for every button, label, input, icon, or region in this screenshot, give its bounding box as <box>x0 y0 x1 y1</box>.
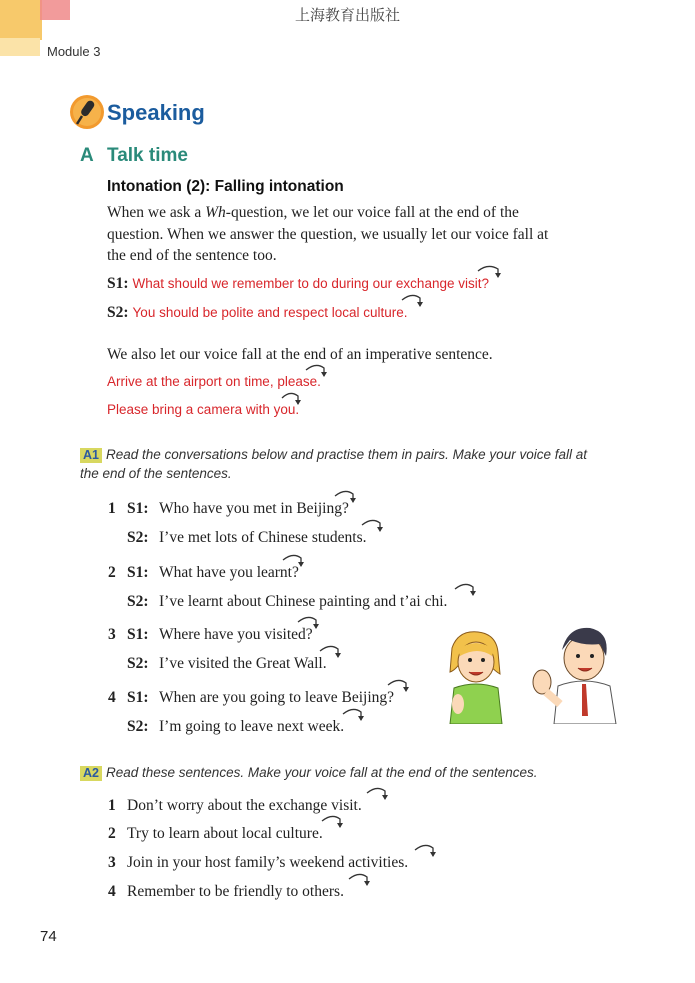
falling-arrow-icon <box>476 263 506 281</box>
a1-item-3-s2 <box>108 655 327 673</box>
a2-item-2 <box>108 825 323 843</box>
speaker-label: S1: <box>127 626 149 643</box>
falling-arrow-icon <box>453 581 483 599</box>
a2-item-number: 1 <box>108 797 116 814</box>
intonation-paragraph-line-3: the end of the sentence too. <box>107 247 277 264</box>
falling-arrow-icon <box>280 390 310 408</box>
example-s2-text: You should be polite and respect local culture. <box>132 305 408 320</box>
a2-item-number: 2 <box>108 825 116 842</box>
falling-arrow-icon <box>360 517 390 535</box>
falling-arrow-icon <box>386 677 416 695</box>
a2-item-text: Remember to be friendly to others. <box>127 883 344 900</box>
falling-arrow-icon <box>413 842 443 860</box>
speaker-label: S2: <box>127 593 149 610</box>
boy-illustration <box>524 620 624 724</box>
falling-arrow-icon <box>318 643 348 661</box>
a1-item-2-s1 <box>108 564 299 582</box>
imperative-paragraph: We also let our voice fall at the end of an imperative sentence. <box>107 346 493 363</box>
falling-arrow-icon <box>281 552 311 570</box>
intonation-heading: Intonation (2): Falling intonation <box>107 178 344 195</box>
section-subtitle: Talk time <box>107 145 188 166</box>
imperative-example-1: Arrive at the airport on time, please. <box>107 374 321 389</box>
a1-item-text: When are you going to leave Beijing? <box>159 689 395 706</box>
a1-item-number: 1 <box>108 500 116 517</box>
falling-arrow-icon <box>320 813 350 831</box>
a2-item-3 <box>108 854 408 872</box>
falling-arrow-icon <box>296 614 326 632</box>
a2-item-4 <box>108 883 344 901</box>
microphone-icon <box>69 94 105 130</box>
a1-item-text: I’ve visited the Great Wall. <box>159 655 327 672</box>
a1-instruction <box>80 445 610 483</box>
a1-item-3-s1 <box>108 626 313 644</box>
example-s1-label: S1: <box>107 275 129 292</box>
imperative-example-2: Please bring a camera with you. <box>107 402 300 417</box>
a2-item-text: Don’t worry about the exchange visit. <box>127 797 362 814</box>
girl-illustration <box>438 628 514 724</box>
falling-arrow-icon <box>347 871 377 889</box>
a2-item-number: 3 <box>108 854 116 871</box>
a1-item-4-s1 <box>108 689 394 707</box>
intonation-paragraph-line-1: When we ask a Wh-question, we let our voice fall at the end of the <box>107 204 519 221</box>
a1-item-1-s1 <box>108 500 349 518</box>
a2-item-text: Join in your host family’s weekend activities. <box>127 854 409 871</box>
falling-arrow-icon <box>400 292 430 310</box>
a1-item-number: 3 <box>108 626 116 643</box>
section-title: Speaking <box>107 100 205 125</box>
speaker-label: S1: <box>127 500 149 517</box>
a1-item-text: Where have you visited? <box>159 626 313 643</box>
speaker-label: S2: <box>127 655 149 672</box>
speaker-label: S1: <box>127 564 149 581</box>
intonation-paragraph <box>107 202 548 267</box>
falling-arrow-icon <box>333 488 363 506</box>
a1-item-text: I’ve learnt about Chinese painting and t’ai chi. <box>159 593 448 610</box>
a1-item-2-s2 <box>108 593 447 611</box>
falling-arrow-icon <box>341 706 371 724</box>
a2-instruction <box>80 763 610 782</box>
a2-item-number: 4 <box>108 883 116 900</box>
corner-decoration-lower <box>0 38 40 56</box>
a1-item-text: What have you learnt? <box>159 564 299 581</box>
wh-italic: Wh <box>205 204 226 221</box>
a1-item-number: 4 <box>108 689 116 706</box>
module-label: Module 3 <box>47 44 101 59</box>
section-letter: A <box>80 145 94 166</box>
page-number: 74 <box>40 928 57 945</box>
example-s1-text: What should we remember to do during our exchange visit? <box>132 276 489 291</box>
a1-item-number: 2 <box>108 564 116 581</box>
falling-arrow-icon <box>304 362 334 380</box>
a1-item-text: Who have you met in Beijing? <box>159 500 349 517</box>
intonation-paragraph-line-2: question. When we answer the question, we usually let our voice fall at <box>107 225 549 243</box>
speaker-label: S2: <box>127 529 149 546</box>
a1-item-1-s2 <box>108 529 367 547</box>
example-s2-label: S2: <box>107 304 129 321</box>
example-s2 <box>107 304 407 322</box>
publisher-name: 上海教育出版社 <box>294 6 400 24</box>
speaker-label: S2: <box>127 718 149 735</box>
a1-item-text: I’m going to leave next week. <box>159 718 345 735</box>
a1-item-text: I’ve met lots of Chinese students. <box>159 529 367 546</box>
a1-instruction-line-1: Read the conversations below and practise them in pairs. Make your voice fall at <box>105 447 587 462</box>
a2-instruction-text: Read these sentences. Make your voice fall at the end of the sentences. <box>105 765 538 780</box>
example-s1 <box>107 275 489 293</box>
a2-tag: A2 <box>80 766 102 781</box>
falling-arrow-icon <box>365 785 395 803</box>
speaker-label: S1: <box>127 689 149 706</box>
a1-item-4-s2 <box>108 718 344 736</box>
a1-tag: A1 <box>80 448 102 463</box>
a1-instruction-line-2: the end of the sentences. <box>80 466 232 481</box>
a2-item-text: Try to learn about local culture. <box>127 825 323 842</box>
